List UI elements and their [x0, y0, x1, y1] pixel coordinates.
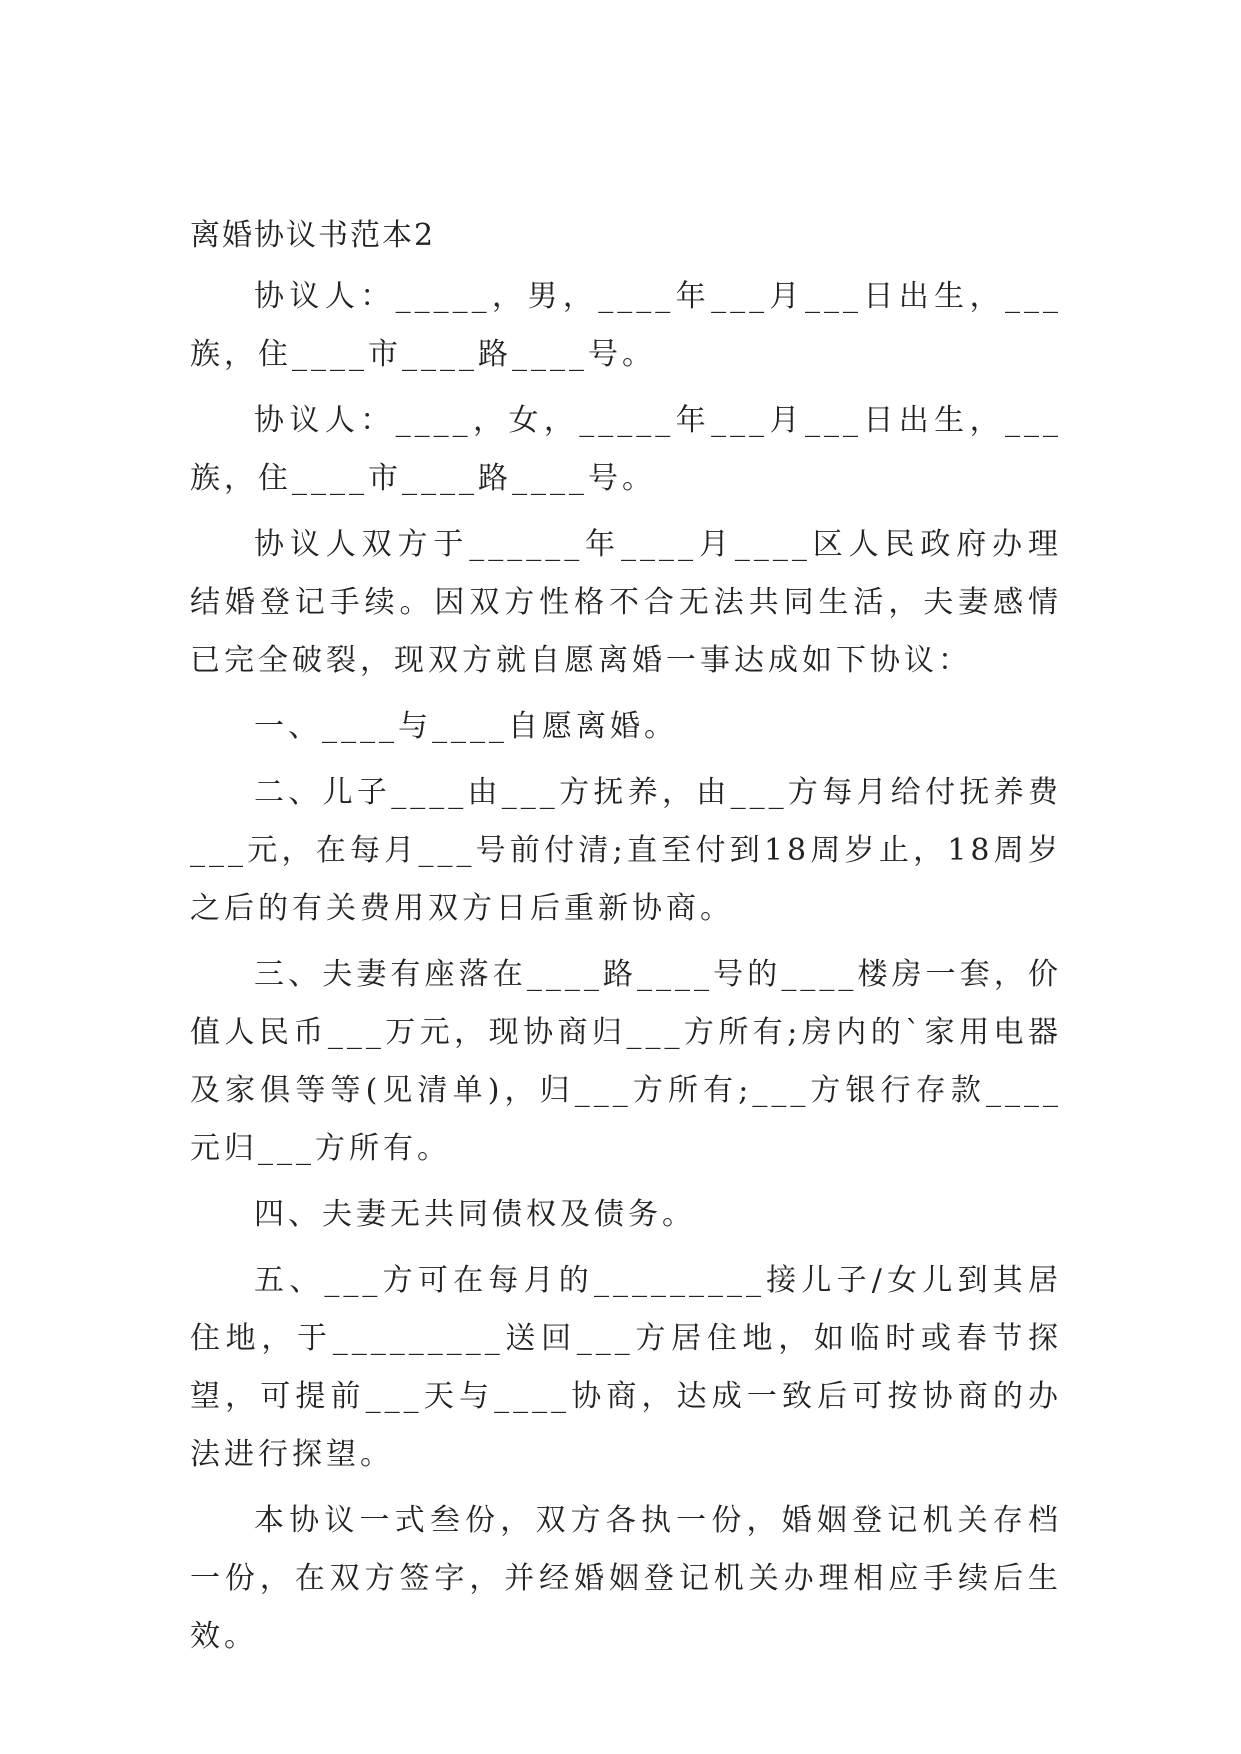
document-body: [190, 216, 1062, 1674]
closing-paragraph: 本协议一式叁份，双方各执一份，婚姻登记机关存档一份，在双方签字，并经婚姻登记机关办理相应手续后生效。: [190, 1503, 1062, 1654]
party-one-paragraph: 协议人：_____，男，____年___月___日出生，___族，住____市____路____号。: [190, 279, 1062, 372]
document-title: 离婚协议书范本2: [190, 218, 436, 253]
clause-one: 一、____与____自愿离婚。: [254, 709, 678, 744]
clause-four: 四、夫妻无共同债权及债务。: [254, 1197, 696, 1232]
clause-five: 五、___方可在每月的_________接儿子/女儿到其居住地，于_________送回___方居住地，如临时或春节探望，可提前___天与____协商，达成一致后可按协商的办法进行探望。: [190, 1263, 1062, 1472]
clause-two: 二、儿子____由___方抚养，由___方每月给付抚养费___元，在每月___号前付清;直至付到18周岁止，18周岁之后的有关费用双方日后重新协商。: [190, 775, 1062, 926]
party-two-paragraph: 协议人：____，女，_____年___月___日出生，___族，住____市____路____号。: [190, 403, 1062, 496]
marriage-registration-paragraph: 协议人双方于______年____月____区人民政府办理结婚登记手续。因双方性格不合无法共同生活，夫妻感情已完全破裂，现双方就自愿离婚一事达成如下协议：: [190, 527, 1062, 678]
clause-three: 三、夫妻有座落在____路____号的____楼房一套，价值人民币___万元，现协商归___方所有;房内的`家用电器及家俱等等(见清单)，归___方所有;___方银行存款____元归___方所有。: [190, 957, 1062, 1166]
